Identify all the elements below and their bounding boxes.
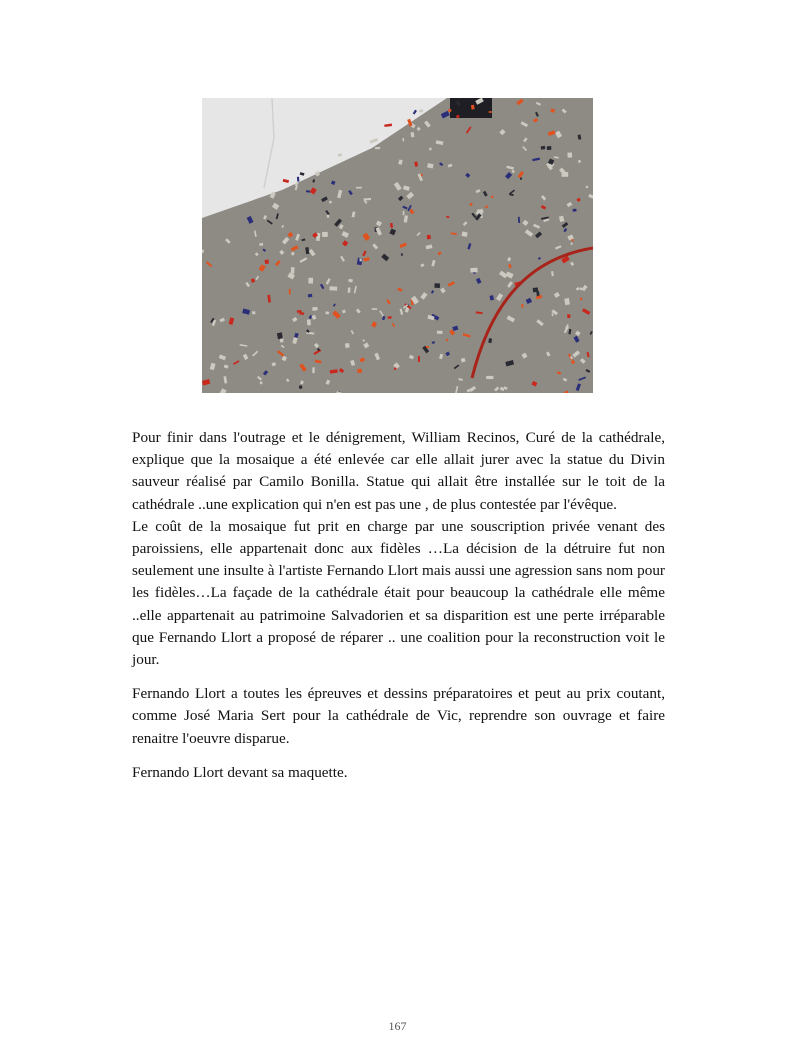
mosaic-fragment xyxy=(375,147,380,149)
mosaic-fragment xyxy=(489,111,492,113)
paragraph-mosaic-cost: Le coût de la mosaique fut prit en charge par une souscription privée venant des paroissiens, elle appartenait donc aux fidèles …La décision de la détruire fut non seulement une insulte à l'artiste Fernando Llort mais aussi une agression sans nom pour les fidèles…La façade de la cathédrale était pour beaucoup la cathédrale elle même ..elle appartenait au patrimoine Salvadorien et sa disparition est une perte irréparable que Fernando Llort a proposé de réparer .. une coalition pour la reconstruction voit le jour. xyxy=(132,517,665,669)
mosaic-fragment xyxy=(541,146,546,150)
mosaic-fragment xyxy=(427,235,431,240)
mosaic-fragment xyxy=(394,367,397,369)
mosaic-fragment xyxy=(411,132,415,137)
mosaic-fragment xyxy=(260,382,263,385)
mosaic-fragment xyxy=(437,331,443,334)
mosaic-fragment xyxy=(533,287,539,292)
mosaic-fragment xyxy=(329,286,337,290)
mosaic-fragment xyxy=(567,314,570,318)
mosaic-fragment xyxy=(547,146,552,150)
mosaic-fragment xyxy=(390,223,393,228)
photo-broken-mosaic xyxy=(202,98,593,393)
mosaic-fragment xyxy=(297,177,300,182)
mosaic-fragment xyxy=(264,259,269,264)
mosaic-fragment xyxy=(312,307,318,311)
page-number: 167 xyxy=(388,1019,407,1033)
mosaic-fragment xyxy=(418,356,420,362)
mosaic-fragment xyxy=(434,283,440,288)
mosaic-fragment xyxy=(356,187,362,189)
mosaic-fragment xyxy=(372,308,378,310)
mosaic-fragment xyxy=(429,148,431,151)
mosaic-fragment xyxy=(567,152,572,157)
mosaic-fragment xyxy=(470,268,477,273)
mosaic-fragment xyxy=(308,278,313,284)
mosaic-fragment xyxy=(307,319,311,325)
mosaic-fragment xyxy=(564,298,570,305)
mosaic-fragment xyxy=(471,105,475,110)
mosaic-fragment xyxy=(403,211,405,215)
mosaic-fragment xyxy=(359,258,361,261)
mosaic-fragment xyxy=(448,109,451,112)
mosaic-fragment xyxy=(573,209,577,212)
mosaic-fragment xyxy=(291,267,295,274)
photo-caption: Fernando Llort devant sa maquette. xyxy=(132,763,348,781)
mosaic-fragment xyxy=(357,369,361,373)
mosaic-fragment xyxy=(562,172,569,177)
paragraph-outrage: Pour finir dans l'outrage et le dénigrement, William Recinos, Curé de la cathédrale, explique que la mosaique a été enlevée car elle allait jurer avec la statue du Divin sauveur réalisé par Camilo Bonilla. Statue qui allait être installée sur le toit de la cathédrale ..une explication qui n'en est pas une , de plus contestée par l'évêque. xyxy=(132,429,665,513)
mosaic-fragment xyxy=(289,289,291,295)
body-text xyxy=(132,427,665,784)
mosaic-fragment xyxy=(252,311,255,314)
photo-crate xyxy=(450,98,492,118)
paragraph-reconstruction: Fernando Llort a toutes les épreuves et dessins préparatoires et peut au prix coutant, comme José Maria Sert pour la cathédrale de Vic, reprendre son ouvrage et faire renaitre l'oeuvre disparue. xyxy=(132,685,665,747)
mosaic-fragment xyxy=(312,367,314,373)
mosaic-fragment xyxy=(345,343,350,348)
photo-graphic xyxy=(202,98,593,393)
mosaic-fragment xyxy=(403,138,405,141)
mosaic-fragment xyxy=(520,178,522,180)
mosaic-fragment xyxy=(580,298,582,301)
mosaic-fragment xyxy=(486,376,493,379)
mosaic-fragment xyxy=(322,232,328,237)
